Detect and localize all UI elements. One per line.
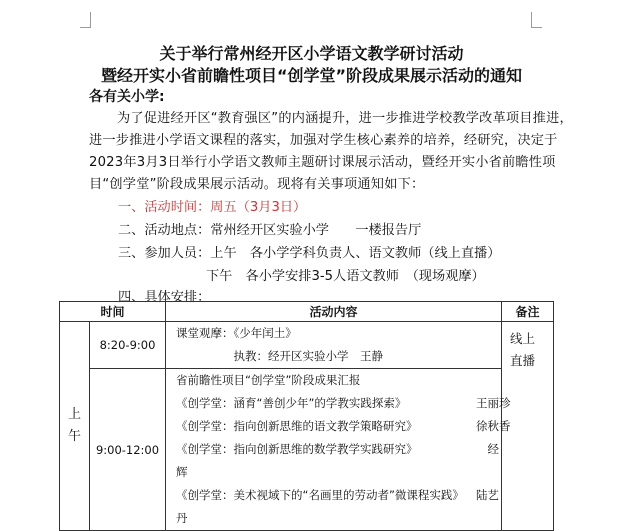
intro-paragraph: 为了促进经开区“教育强区”的内涵提升，进一步推进学校教学改革项目推进，进一步推进小学语文课程的落实，加强对学生核心素养的培养，经研究，决定于2023年3月3日举行小学语文教师主题研讨课展示活动，暨经开实小省前瞻性项目“创学堂”阶段成果展示活动。现将有关事项通知如下： [89, 111, 573, 192]
content-cell [166, 322, 502, 369]
notice-title-line2: 暨经开实小省前瞻性项目“创学堂”阶段成果展示活动的通知 [100, 66, 523, 85]
notice-title-line1: 关于举行常州经开区小学语文教学研讨活动 [159, 44, 464, 63]
time-cell: 8:20-9:00 [90, 322, 166, 369]
corner-mark-left-h [80, 27, 91, 28]
content-line: 《创学堂：指向创新思维的数学教学实践研究》 经 [176, 442, 499, 456]
content-line: 执教：经开区实验小学 王静 [176, 349, 383, 363]
content-line: 省前瞻性项目“创学堂”阶段成果汇报 [176, 373, 361, 387]
schedule-header-row [60, 302, 554, 322]
schedule-table [59, 301, 554, 531]
period-line1: 上 [67, 407, 81, 422]
header-content: 活动内容 [166, 302, 502, 322]
item-participants-am: 三、参加人员：上午 各小学学科负责人、语文教师（线上直播） [118, 246, 501, 261]
remark-line1: 线上 [510, 331, 536, 346]
header-remark: 备注 [502, 302, 554, 322]
period-line2: 午 [67, 429, 81, 444]
greeting: 各有关小学: [89, 89, 165, 105]
content-cell [166, 369, 511, 531]
item-activity-place: 二、活动地点：常州经开区实验小学 一楼报告厅 [118, 223, 422, 238]
content-line: 《创学堂：美术视域下的“名画里的劳动者”微课程实践》 陆艺 [176, 488, 499, 502]
item-participants-pm: 下午 各小学安排3-5人语文教师 （现场观摩） [206, 269, 485, 284]
header-time: 时间 [60, 302, 166, 322]
content-line: 辉 [176, 465, 188, 479]
item-activity-time: 一、活动时间：周五（3月3日） [118, 200, 307, 215]
content-line: 《创学堂：指向创新思维的语文教学策略研究》 徐秋香 [176, 419, 511, 433]
corner-mark-left-v [90, 12, 91, 28]
time-cell: 9:00-12:00 [90, 369, 166, 531]
table-row [60, 369, 554, 531]
corner-mark-right-v [531, 12, 532, 28]
remark-line2: 直播 [510, 353, 536, 368]
content-line: 《创学堂：涵育“善创少年”的学教实践探索》 王丽珍 [176, 396, 511, 410]
content-line: 课堂观摩：《少年闰土》 [176, 326, 297, 340]
content-line: 丹 [176, 511, 188, 525]
table-row [60, 322, 554, 369]
item-schedule-heading: 四、具体安排： [118, 290, 211, 305]
period-cell [60, 322, 90, 531]
corner-mark-right-h [531, 27, 542, 28]
